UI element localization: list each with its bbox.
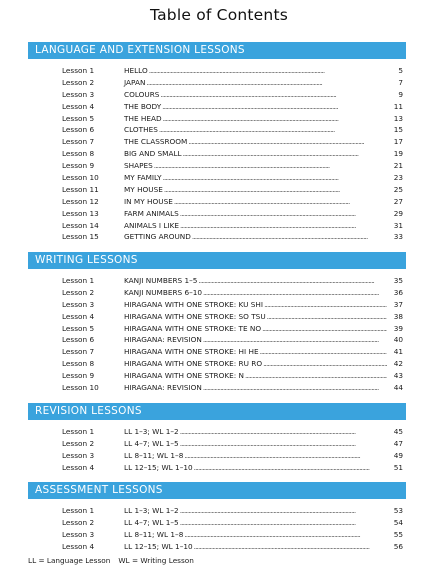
toc-entry	[28, 517, 406, 529]
lesson-title: THE BODY	[124, 101, 162, 111]
toc-entry	[28, 160, 406, 172]
lesson-title: HIRAGANA WITH ONE STROKE: HI HE	[124, 347, 259, 357]
lesson-title: HIRAGANA: REVISION	[124, 335, 202, 345]
toc-entry	[28, 172, 406, 184]
dot-leader	[184, 450, 387, 462]
dot-leader	[263, 358, 387, 370]
dot-leader	[180, 426, 387, 438]
lesson-number: Lesson 6	[62, 335, 95, 345]
toc-entry	[28, 450, 406, 462]
dot-leader	[163, 113, 387, 125]
lesson-number: Lesson 1	[62, 506, 95, 515]
toc-entry	[28, 529, 406, 541]
toc-entry	[28, 323, 406, 335]
dot-leader	[194, 541, 387, 553]
toc-entry	[28, 101, 406, 113]
dot-leader	[203, 287, 387, 299]
dot-leader	[180, 505, 387, 517]
toc-entry	[28, 148, 406, 160]
page-number: 38	[393, 311, 403, 321]
lesson-title: LL 12–15; WL 1–10	[124, 462, 193, 472]
lesson-title: MY HOUSE	[124, 184, 163, 194]
dot-leader	[162, 101, 387, 113]
dot-leader	[180, 208, 387, 220]
lesson-title: HELLO	[124, 66, 148, 75]
lesson-number: Lesson 7	[62, 347, 95, 357]
dot-leader	[192, 231, 387, 243]
section-language-and-extension-lessons	[28, 42, 406, 243]
page-number: 27	[393, 196, 403, 206]
dot-leader	[146, 77, 387, 89]
toc-entry	[28, 275, 406, 287]
section-heading: LANGUAGE AND EXTENSION LESSONS	[28, 42, 406, 59]
toc-entry	[28, 346, 406, 358]
page-number: 21	[393, 161, 403, 171]
dot-leader	[260, 346, 387, 358]
page-number: 56	[393, 541, 403, 551]
page-number: 33	[393, 232, 403, 242]
toc-entry	[28, 311, 406, 323]
lesson-title: LL 4–7; WL 1–5	[124, 517, 179, 527]
toc-entry	[28, 136, 406, 148]
lesson-title: LL 4–7; WL 1–5	[124, 438, 179, 448]
page-number: 43	[393, 371, 403, 381]
section-heading: WRITING LESSONS	[28, 252, 406, 269]
toc-entry	[28, 382, 406, 394]
dot-leader	[164, 184, 387, 196]
toc-entry	[28, 370, 406, 382]
section-writing-lessons	[28, 252, 406, 394]
dot-leader	[188, 136, 387, 148]
page-number: 51	[393, 462, 403, 472]
page-number: 13	[393, 113, 403, 123]
dot-leader	[163, 172, 387, 184]
lesson-number: Lesson 13	[62, 208, 99, 218]
lesson-number: Lesson 10	[62, 383, 99, 393]
toc-entry	[28, 287, 406, 299]
page-number: 45	[393, 427, 403, 436]
lesson-number: Lesson 2	[62, 517, 95, 527]
dot-leader	[180, 220, 387, 232]
toc-entry-list	[28, 65, 406, 243]
dot-leader	[183, 148, 387, 160]
lesson-number: Lesson 3	[62, 89, 95, 99]
dot-leader	[180, 517, 387, 529]
lesson-title: SHAPES	[124, 161, 153, 171]
lesson-title: FARM ANIMALS	[124, 208, 179, 218]
toc-entry	[28, 358, 406, 370]
toc-entry	[28, 220, 406, 232]
lesson-title: KANJI NUMBERS 6–10	[124, 287, 203, 297]
page-title: Table of Contents	[150, 6, 288, 24]
page-number: 15	[393, 125, 403, 135]
section-heading: REVISION LESSONS	[28, 403, 406, 420]
page-number: 55	[393, 529, 403, 539]
dot-leader	[159, 124, 387, 136]
lesson-number: Lesson 1	[62, 427, 95, 436]
lesson-title: ANIMALS I LIKE	[124, 220, 179, 230]
page-number: 17	[393, 137, 403, 147]
lesson-title: LL 1–3; WL 1–2	[124, 506, 179, 515]
lesson-title: CLOTHES	[124, 125, 158, 135]
lesson-title: HIRAGANA: REVISION	[124, 383, 202, 393]
lesson-number: Lesson 2	[62, 77, 95, 87]
lesson-number: Lesson 4	[62, 101, 95, 111]
toc-entry	[28, 231, 406, 243]
lesson-title: LL 8–11; WL 1–8	[124, 529, 184, 539]
dot-leader	[198, 275, 387, 287]
toc-entry	[28, 438, 406, 450]
page-number: 44	[393, 383, 403, 393]
lesson-number: Lesson 2	[62, 438, 95, 448]
toc-entry-list	[28, 426, 406, 474]
dot-leader	[184, 529, 387, 541]
lesson-number: Lesson 8	[62, 149, 95, 159]
dot-leader	[245, 370, 387, 382]
legend-wl: WL = Writing Lesson	[118, 556, 194, 565]
dot-leader	[160, 89, 387, 101]
lesson-number: Lesson 9	[62, 161, 95, 171]
lesson-number: Lesson 6	[62, 125, 95, 135]
lesson-title: THE HEAD	[124, 113, 162, 123]
lesson-title: LL 8–11; WL 1–8	[124, 450, 184, 460]
section-revision-lessons	[28, 403, 406, 474]
page-number: 47	[393, 438, 403, 448]
lesson-number: Lesson 5	[62, 113, 95, 123]
page-number: 23	[393, 173, 403, 183]
toc-entry	[28, 65, 406, 77]
lesson-number: Lesson 11	[62, 184, 99, 194]
lesson-number: Lesson 14	[62, 220, 99, 230]
lesson-title: LL 1–3; WL 1–2	[124, 427, 179, 436]
toc-entry	[28, 299, 406, 311]
lesson-number: Lesson 15	[62, 232, 99, 242]
page-number: 53	[393, 506, 403, 515]
lesson-title: COLOURS	[124, 89, 160, 99]
lesson-title: HIRAGANA WITH ONE STROKE: N	[124, 371, 244, 381]
toc-entry	[28, 184, 406, 196]
toc-entry	[28, 77, 406, 89]
toc-entry	[28, 334, 406, 346]
lesson-title: MY FAMILY	[124, 173, 162, 183]
lesson-number: Lesson 3	[62, 299, 95, 309]
toc-entry-list	[28, 275, 406, 394]
dot-leader	[154, 160, 387, 172]
lesson-title: HIRAGANA WITH ONE STROKE: RU RO	[124, 359, 263, 369]
toc-entry-list	[28, 505, 406, 553]
page-number: 35	[393, 276, 403, 285]
lesson-number: Lesson 12	[62, 196, 99, 206]
dot-leader	[203, 382, 387, 394]
lesson-number: Lesson 10	[62, 173, 99, 183]
lesson-number: Lesson 1	[62, 276, 95, 285]
toc-entry	[28, 208, 406, 220]
page-number: 19	[393, 149, 403, 159]
lesson-title: HIRAGANA WITH ONE STROKE: KU SHI	[124, 299, 264, 309]
page-number: 31	[393, 220, 403, 230]
lesson-title: IN MY HOUSE	[124, 196, 173, 206]
page-number: 7	[398, 77, 403, 87]
dot-leader	[174, 196, 387, 208]
lesson-title: BIG AND SMALL	[124, 149, 182, 159]
lesson-title: THE CLASSROOM	[124, 137, 188, 147]
lesson-number: Lesson 2	[62, 287, 95, 297]
lesson-number: Lesson 4	[62, 462, 95, 472]
dot-leader	[194, 462, 387, 474]
toc-entry	[28, 196, 406, 208]
abbreviation-legend	[28, 556, 194, 565]
toc-entry	[28, 124, 406, 136]
lesson-title: HIRAGANA WITH ONE STROKE: SO TSU	[124, 311, 266, 321]
lesson-number: Lesson 4	[62, 311, 95, 321]
toc-entry	[28, 113, 406, 125]
page-number: 29	[393, 208, 403, 218]
lesson-number: Lesson 1	[62, 66, 95, 75]
page-number: 39	[393, 323, 403, 333]
lesson-title: GETTING AROUND	[124, 232, 191, 242]
toc-entry	[28, 462, 406, 474]
lesson-number: Lesson 3	[62, 450, 95, 460]
toc-entry	[28, 541, 406, 553]
page-number: 36	[393, 287, 403, 297]
dot-leader	[180, 438, 387, 450]
legend-ll: LL = Language Lesson	[28, 556, 111, 565]
dot-leader	[267, 311, 387, 323]
page-number: 40	[393, 335, 403, 345]
section-assessment-lessons	[28, 482, 406, 553]
page-number: 5	[398, 66, 403, 75]
dot-leader	[203, 334, 387, 346]
lesson-title: LL 12–15; WL 1–10	[124, 541, 193, 551]
page-number: 41	[393, 347, 403, 357]
page-number: 49	[393, 450, 403, 460]
page-number: 9	[398, 89, 403, 99]
page-number: 42	[393, 359, 403, 369]
toc-entry	[28, 505, 406, 517]
lesson-title: JAPAN	[124, 77, 146, 87]
page-number: 25	[393, 184, 403, 194]
lesson-number: Lesson 3	[62, 529, 95, 539]
section-heading: ASSESSMENT LESSONS	[28, 482, 406, 499]
lesson-number: Lesson 5	[62, 323, 95, 333]
lesson-title: KANJI NUMBERS 1–5	[124, 276, 198, 285]
page-number: 54	[393, 517, 403, 527]
lesson-title: HIRAGANA WITH ONE STROKE: TE NO	[124, 323, 262, 333]
lesson-number: Lesson 7	[62, 137, 95, 147]
page-number: 11	[393, 101, 403, 111]
toc-entry	[28, 89, 406, 101]
dot-leader	[262, 323, 387, 335]
dot-leader	[149, 65, 387, 77]
lesson-number: Lesson 4	[62, 541, 95, 551]
dot-leader	[264, 299, 387, 311]
page-number: 37	[393, 299, 403, 309]
lesson-number: Lesson 9	[62, 371, 95, 381]
lesson-number: Lesson 8	[62, 359, 95, 369]
toc-entry	[28, 426, 406, 438]
